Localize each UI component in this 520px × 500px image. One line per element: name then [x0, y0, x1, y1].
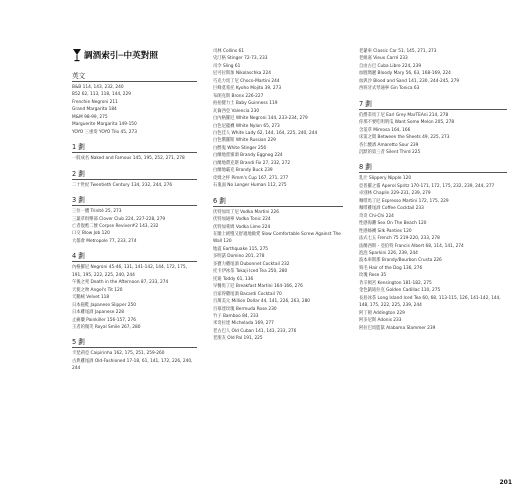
index-entry: 卓別林 Chaplin 229-231, 239, 279	[359, 191, 431, 197]
index-entry: 血腥瑪麗 Bloody Mary 56, 63, 168-169, 224	[359, 71, 451, 77]
index-entry: 伏特加馬丁尼 Vodka Martini 226	[213, 209, 279, 215]
index-entry: 百萬美元 Million Dollar 44, 141, 226, 263, 280	[213, 299, 311, 305]
index-entry: 三葉草俱樂部 Clover Club 224, 227-228, 279	[72, 216, 166, 222]
index-entry: 亡者復甦二號 Corpse Reviver#2 143, 232	[72, 223, 159, 229]
index-entry: 史汀格 Stinger 72-73, 233	[213, 56, 268, 62]
index-entry: 法式七五 French 75 219-220, 233, 278	[359, 236, 440, 242]
index-entry: 乳汁 Slippery Nipple 120	[359, 176, 412, 182]
index-entry: 阿丁頓 Addington 229	[359, 310, 405, 316]
index-entry: 百家得雞尾酒 Bacardi Cocktail 70	[213, 291, 282, 297]
index-entry: 白醉鬼 White Stinger 256	[213, 145, 267, 151]
index-column-3	[359, 48, 507, 332]
index-entry: 二十世紀 Twentieth Century 134, 232, 244, 276	[72, 182, 173, 188]
index-entry: 天鵝絨 Velvet 118	[72, 295, 110, 301]
index-entry: 口交 Blow Job 120	[72, 231, 110, 237]
index-entry: 瓦倫西亞 Valencia 230	[213, 108, 260, 114]
index-entry: 白內格羅尼 White Negroni 144, 233-234, 279	[213, 116, 308, 122]
index-entry: 日本雞尾酒 Japanese 228	[72, 310, 124, 316]
index-entry: 咖啡雞尾酒 Coffee Cocktail 233	[359, 206, 424, 212]
index-entry: 含羞草 Mimosa 164, 166	[359, 127, 411, 133]
section-heading: 6 劃	[213, 197, 343, 207]
index-entry: 竹子 Bamboo 84, 233	[213, 313, 259, 319]
index-entry: 米奇拉達 Michelada 169, 277	[213, 321, 274, 327]
index-title	[72, 48, 197, 62]
index-entry: 三位一體 Trinité 25, 273	[72, 209, 122, 215]
index-entry: 伏特加萊姆 Vodka Lime 224	[213, 224, 271, 230]
index-entry: Frenchie Negroni 211	[72, 99, 118, 105]
index-entry: 一般成名 Naked and Famous 145, 195, 252, 271, 278	[72, 156, 185, 162]
index-entry: 內格羅尼 Negroni 45-46, 131, 141-142, 144, 172, 175, 191, 195, 222, 225, 240, 244	[72, 265, 187, 278]
index-entry: 大都會 Metropole 77, 233, 274	[72, 238, 137, 244]
index-entry: 西班牙式琴通寧 Gin Tonica 63	[359, 86, 420, 92]
section-heading: 3 劃	[72, 196, 197, 206]
index-entry: 老古巴人 Old Cuban 141, 143, 233, 276	[213, 328, 297, 334]
index-entry: 巧克力馬丁尼 Choco-Martini 244	[213, 78, 280, 84]
index-entry: 在牆上緩慢又舒適地做愛 Slow Comfortable Screw Against The Wall 120	[213, 231, 341, 245]
index-entry: 白蘭地霸克 Brandy Buck 239	[213, 168, 273, 174]
cocktail-glass-icon	[72, 48, 82, 62]
index-entry: 老爺車 Classic Car 51, 145, 271, 273	[359, 49, 437, 54]
index-entry: 布朗克斯 Bronx 226-227	[213, 93, 264, 99]
index-entry: 王者的微笑 Royal Smile 267, 280	[72, 324, 141, 330]
index-column-1	[72, 48, 197, 373]
index-entry: 床第之間 Between the Sheets 49, 225, 273	[359, 135, 450, 141]
index-entry: YOYO 三重奏 YOYO Trio 45, 273	[72, 129, 137, 135]
index-entry: 白色俄羅斯 White Russian 229	[213, 138, 276, 144]
section-heading: 1 劃	[72, 143, 197, 153]
index-entry: 地震 Earthquake 115, 275	[213, 246, 269, 252]
index-entry: 你那不要吃明明瓜 Want Some Melon 205, 278	[359, 120, 455, 126]
index-entry: 阿多尼斯 Adonis 233	[359, 318, 402, 324]
index-entry: B52 62, 113, 118, 144, 229	[72, 92, 131, 98]
index-entry: 皮姆之杯 Pimm's Cup 167, 271, 277	[213, 175, 289, 181]
index-entry: 多寶力雞尾酒 Dubonnet Cocktail 232	[213, 261, 290, 267]
index-entry: 阿拉巴馬監獄 Alabama Slammer 239	[359, 325, 436, 331]
index-entry: 石鬼面 No Longer Human 112, 275	[213, 183, 287, 189]
index-entry: 金色凱迪拉克 Golden Cadillac 110, 275	[359, 288, 441, 294]
index-entry: 早餐馬丁尼 Breakfast Martini 164-166, 276	[213, 284, 303, 290]
index-entry: 杏仁酸酒 Amaretto Sour 239	[359, 142, 419, 148]
index-entry: 天使之吻 Angel's Tit 120	[72, 287, 123, 293]
index-entry: 卡琵莉亞 Caipirinha 162, 175, 251, 259-260	[72, 351, 165, 357]
index-entry: 托迪 Toddy 61, 136	[213, 276, 254, 282]
section-heading: 4 劃	[72, 252, 197, 262]
index-entry: 日本拖鞋 Japanese Slipper 250	[72, 302, 136, 308]
index-entry: B&B 114, 143, 232, 240	[72, 85, 124, 90]
index-entry: 玫瑰 Rose 35	[359, 273, 387, 279]
index-entry: 法蘭西斯・亞伯特 Francis Albert 68, 114, 141, 274	[359, 243, 464, 249]
section-heading: 5 劃	[72, 338, 197, 348]
index-entry: 狗毛 Hair of the Dog 136, 276	[359, 265, 423, 271]
index-entry: 托卡伊冰茶 Tokaji Iced Tea 250, 280	[213, 269, 288, 275]
index-entry: 伯爵茶馬丁尼 Earl Grey MarTEAni 214, 278	[359, 112, 449, 118]
index-entry: 百慕達玫瑰 Bermuda Rose 230	[213, 306, 277, 312]
index-entry: 司令 Sling 61	[213, 63, 241, 69]
index-entry: 白蘭地蛋蜜酒 Brandy Eggnog 224	[213, 153, 283, 159]
index-entry: 血與沙 Blood and Sand 141, 230, 244-245, 279	[359, 78, 460, 84]
index-entry: 尼可拉斯加 Nikolaschka 224	[213, 71, 271, 77]
index-entry: 老維嘉 Vieux Carré 233	[359, 56, 408, 62]
index-entry: 性感海灘 Sex On The Beach 120	[359, 221, 427, 227]
index-column-2	[213, 48, 343, 343]
index-entry: 自由古巴 Cuba Libre 224, 239	[359, 63, 422, 69]
section-heading: 英文	[72, 72, 197, 82]
index-entry: 沉默的第三者 Silent Third 225	[359, 149, 421, 155]
index-entry: 長島冰茶 Long Island Iced Tea 60, 68, 113-115, 126, 141-142, 144, 148, 175, 222, 225, 239, 244	[359, 295, 501, 309]
section-heading: 2 劃	[72, 170, 197, 180]
index-entry: 性感絲襪 Silk Panties 120	[359, 228, 412, 234]
index-entry: 多明諾 Domino 201, 278	[213, 254, 265, 260]
index-entry: Marguerite Margarita 149-150	[72, 122, 137, 128]
index-entry: M&M 98-99, 275	[72, 114, 108, 120]
index-entry: 止痛藥 Painkiller 156-157, 276	[72, 317, 136, 323]
index-entry: 伏特加通寧 Vodka Tonic 224	[213, 217, 271, 223]
index-entry: 白色尼龍襪 White Nylon 65, 273	[213, 123, 280, 129]
index-entry: 古典雞尾酒 Old-Fashioned 17-18, 61, 141, 172, 226, 240, 244	[72, 358, 193, 372]
index-entry: 老朋友 Old Pal 191, 225	[213, 336, 263, 342]
index-entry: 波本車斯那 Brandy/Bourbon Crusta 226	[359, 258, 442, 264]
index-entry: 午後之死 Death in the Afternoon 87, 233, 274	[72, 280, 169, 286]
index-entry: 司林 Collins 61	[213, 49, 244, 54]
index-entry: 亞普羅之霧 Aperol Spritz 170-171, 172, 175, 232, 239, 244, 277	[359, 183, 495, 189]
index-entry: 拍拍健力士 Baby Guinness 119	[213, 101, 278, 107]
index-entry: 白色佳人 White Lady 62, 144, 164, 225, 240, 244	[213, 130, 318, 136]
index-entry: 泡泡 Sparkini 226, 239, 244	[359, 250, 418, 256]
section-heading: 7 劃	[359, 100, 507, 110]
index-entry: 巨峰莫希托 Kyoho Mojito 39, 273	[213, 86, 282, 92]
page-title: 調酒索引─中英對照	[84, 51, 158, 61]
index-entry: 白蘭地費克斯 Brandi Fix 27, 232, 272	[213, 160, 291, 166]
page-number: 201	[499, 479, 512, 486]
index-entry: 肯辛頓宮 Kensington 181-182, 275	[359, 280, 432, 286]
section-heading: 8 劃	[359, 163, 507, 173]
index-entry: Grand Margarita 184	[72, 107, 117, 113]
index-entry: 奇奇 Chi-Chi 224	[359, 213, 394, 219]
index-entry: 咖啡馬丁尼 Espresso Martini 172, 175, 229	[359, 198, 449, 204]
